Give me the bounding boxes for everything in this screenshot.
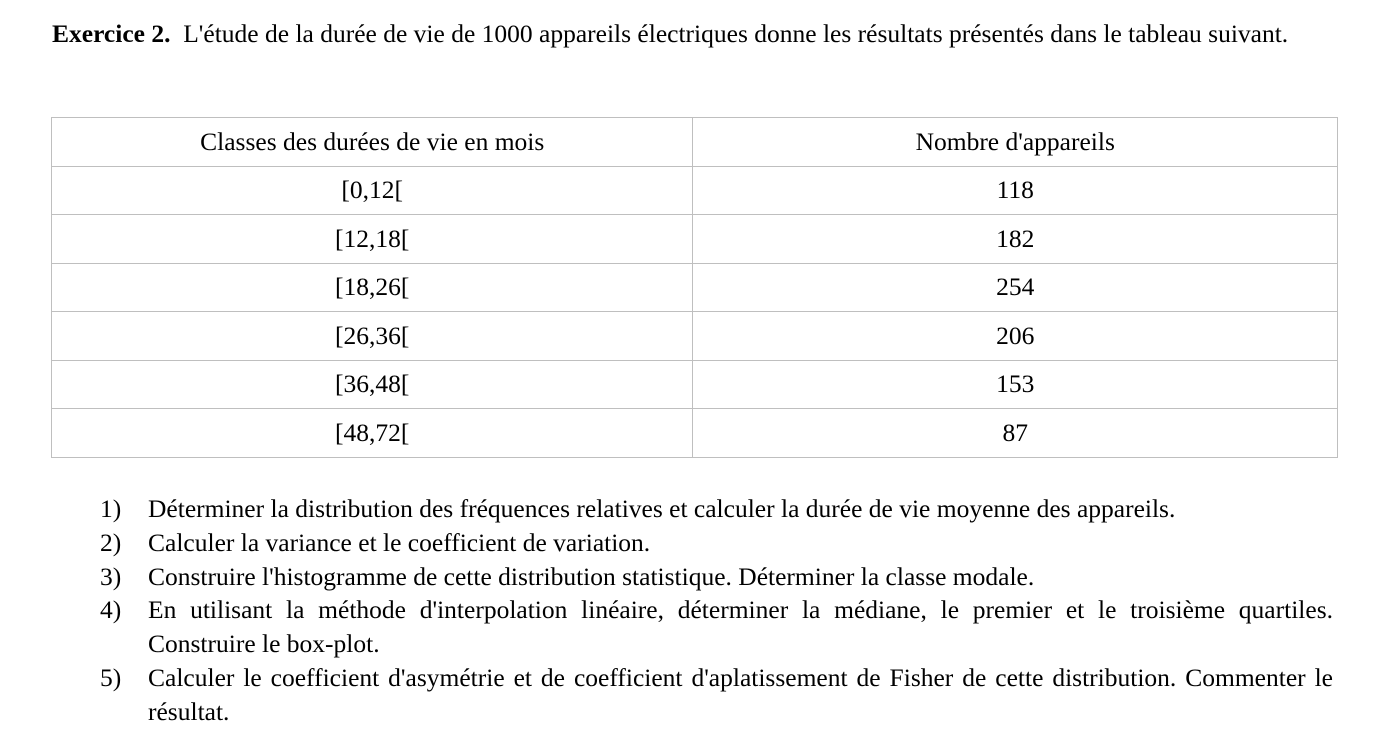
question-text: Calculer la variance et le coefficient de variation. (148, 527, 651, 557)
table-header-row (52, 118, 1338, 167)
question-text: Déterminer la distribution des fréquences relatives et calculer la durée de vie moyenne des appareils. (148, 494, 1176, 523)
exercise-statement (52, 17, 1333, 51)
question-item (0, 593, 1333, 661)
question-list (0, 492, 1376, 729)
question-item (0, 526, 1333, 560)
class-cell: [12,18[ (52, 215, 693, 264)
class-cell: [36,48[ (52, 360, 693, 409)
question-text: Construire l'histogramme de cette distribution statistique. Déterminer la classe modale. (148, 561, 1035, 591)
question-text: Calculer le coefficient d'asymétrie et de coefficient d'aplatissement de Fisher de cette distribution. Commenter le résultat. (148, 662, 1333, 726)
question-number: 4) (100, 595, 122, 625)
exercise-label: Exercice 2. (52, 19, 171, 48)
count-cell: 87 (693, 409, 1338, 458)
question-item (0, 560, 1333, 594)
question-item (0, 492, 1333, 526)
table-row (52, 263, 1338, 312)
question-number: 3) (100, 561, 122, 591)
header-count: Nombre d'appareils (693, 118, 1338, 167)
count-cell: 206 (693, 312, 1338, 361)
class-cell: [48,72[ (52, 409, 693, 458)
count-cell: 182 (693, 215, 1338, 264)
class-cell: [26,36[ (52, 312, 693, 361)
count-cell: 254 (693, 263, 1338, 312)
question-number: 1) (100, 494, 122, 523)
exercise-text: L'étude de la durée de vie de 1000 appareils électriques donne les résultats présentés dans le tableau suivant. (183, 19, 1289, 48)
class-cell: [18,26[ (52, 263, 693, 312)
class-cell: [0,12[ (52, 166, 693, 215)
table-row (52, 409, 1338, 458)
table-row (52, 166, 1338, 215)
question-text: En utilisant la méthode d'interpolation linéaire, déterminer la médiane, le premier et le troisième quartiles. Construire le box-plot. (148, 595, 1333, 659)
table-row (52, 215, 1338, 264)
table-row (52, 360, 1338, 409)
count-cell: 118 (693, 166, 1338, 215)
header-classes: Classes des durées de vie en mois (52, 118, 693, 167)
lifetime-table (51, 117, 1338, 458)
question-number: 2) (100, 527, 122, 557)
table-row (52, 312, 1338, 361)
count-cell: 153 (693, 360, 1338, 409)
question-number: 5) (100, 662, 122, 692)
question-item (0, 661, 1333, 729)
